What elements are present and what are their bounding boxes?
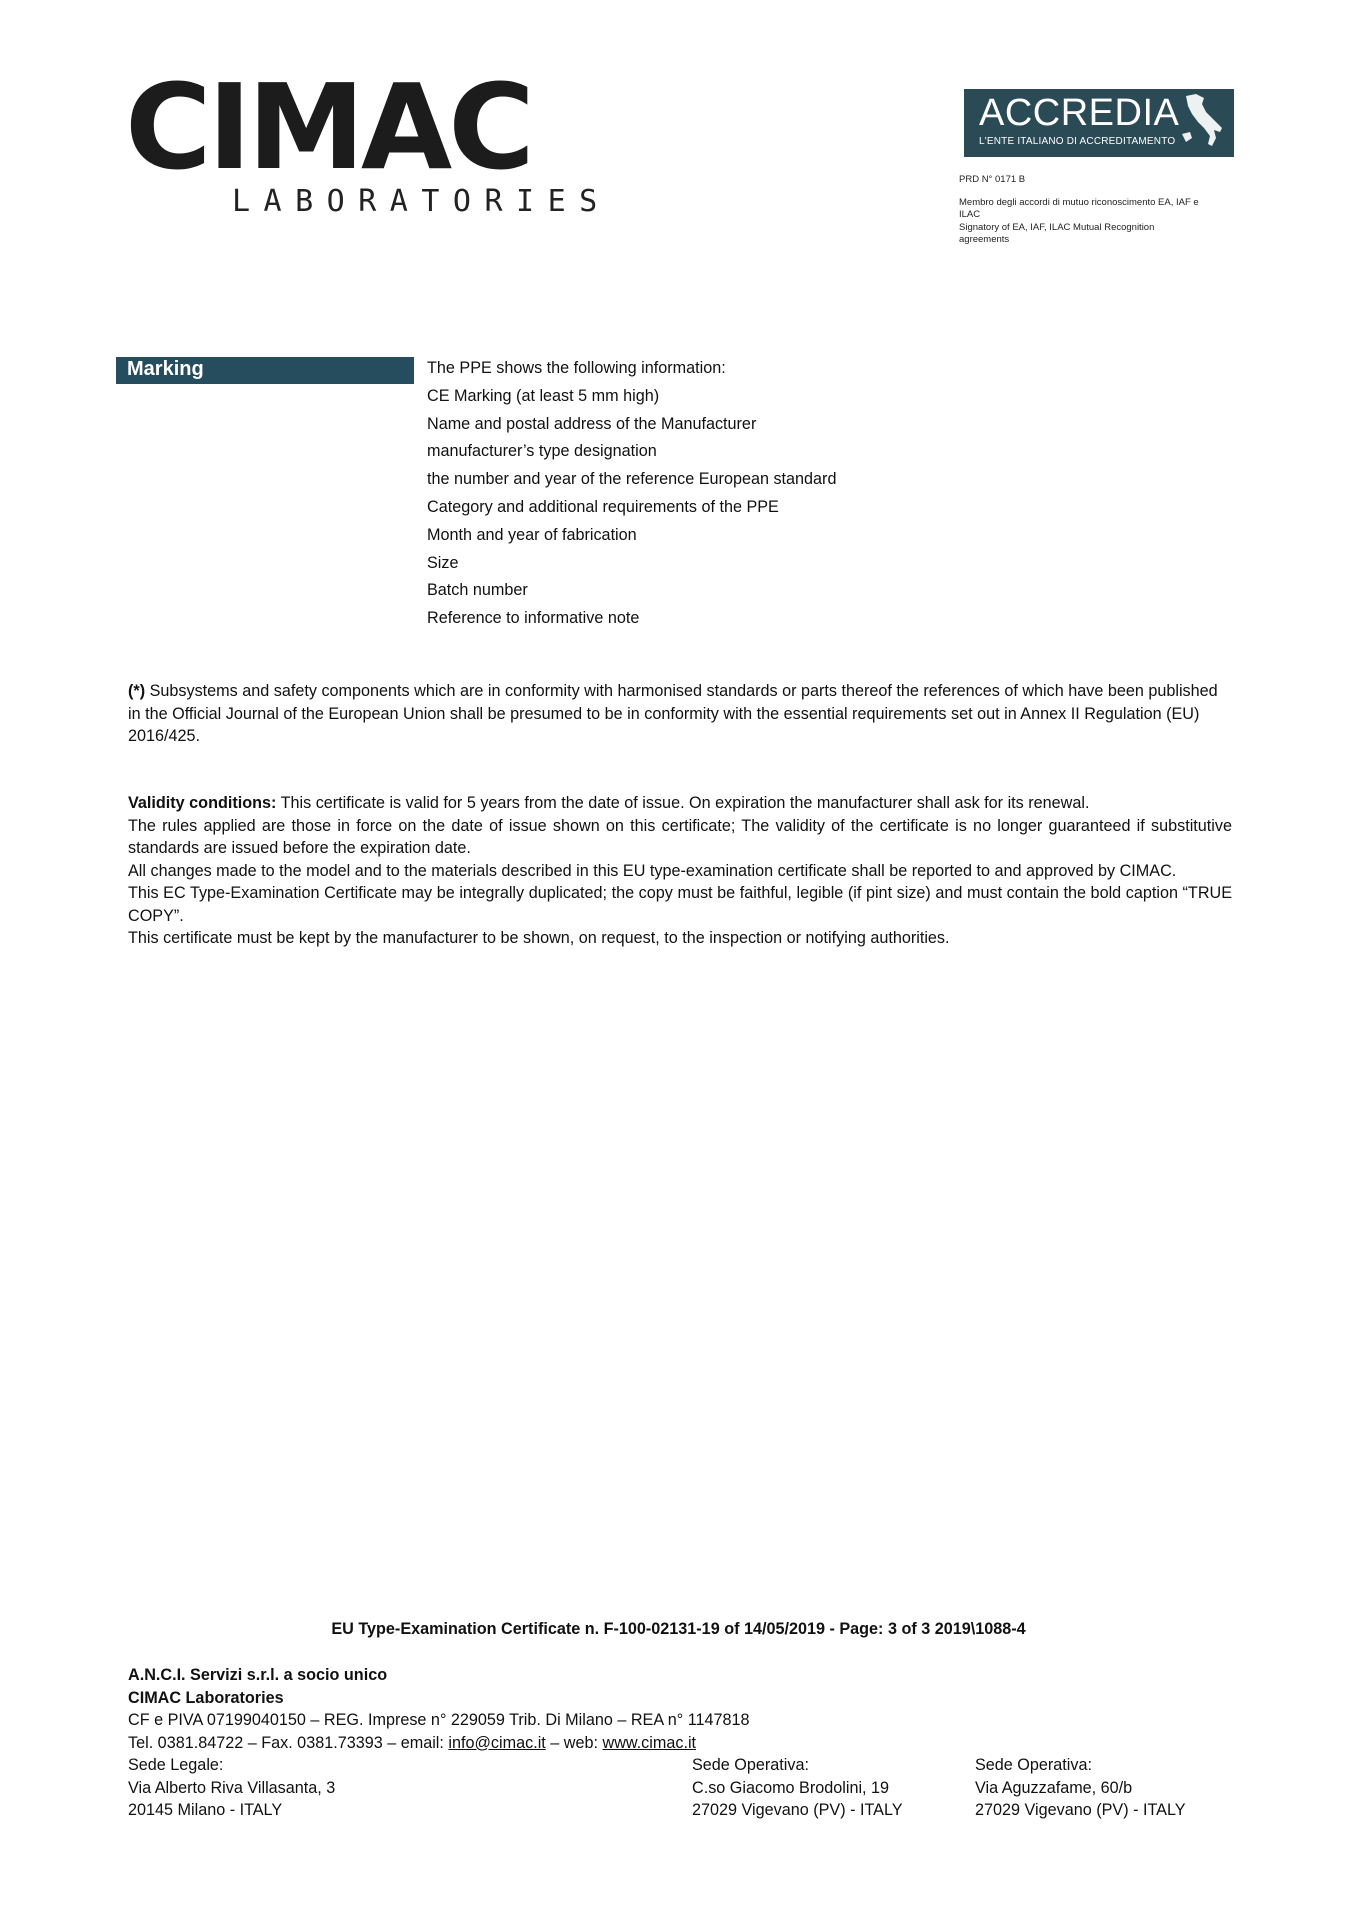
accredia-logo-title: ACCREDIA [979, 92, 1180, 134]
office-city: 27029 Vigevano (PV) - ITALY [692, 1801, 903, 1819]
email-link[interactable]: info@cimac.it [448, 1733, 546, 1752]
contact-prefix: Tel. 0381.84722 – Fax. 0381.73393 – email: [128, 1733, 449, 1752]
office-title: Sede Legale: [128, 1756, 224, 1774]
validity-line: The rules applied are those in force on the date of issue shown on this certificate; The validity of the certificate is no longer guaranteed if substitutive standards are issued before the expiration date. [128, 816, 1232, 857]
list-item: Category and additional requirements of the PPE [427, 497, 779, 516]
accredia-logo-tagline: L'ENTE ITALIANO DI ACCREDITAMENTO [979, 136, 1176, 147]
lab-name: CIMAC Laboratories [128, 1688, 284, 1707]
office-city: 27029 Vigevano (PV) - ITALY [975, 1801, 1186, 1819]
cimac-logo-text: CIMAC [125, 78, 531, 188]
accreditation-note-it: Membro degli accordi di mutuo riconoscimento EA, IAF e ILAC [959, 196, 1199, 220]
validity-line: This certificate must be kept by the manufacturer to be shown, on request, to the inspection or notifying authorities. [128, 929, 950, 947]
office-title: Sede Operativa: [975, 1756, 1092, 1774]
office-operational-2 [975, 1754, 1186, 1822]
list-item: Batch number [427, 581, 528, 600]
company-name: A.N.C.I. Servizi s.r.l. a socio unico [128, 1666, 388, 1684]
validity-line: This certificate is valid for 5 years from the date of issue. On expiration the manufacturer shall ask for its renewal. [276, 794, 1090, 812]
list-item: CE Marking (at least 5 mm high) [427, 386, 660, 405]
list-item: manufacturer’s type designation [427, 442, 657, 461]
marking-list [427, 358, 836, 636]
italy-map-icon [1178, 92, 1226, 155]
accreditation-note-en: Signatory of EA, IAF, ILAC Mutual Recognition agreements [959, 221, 1155, 245]
list-item: The PPE shows the following information: [427, 359, 726, 377]
list-item: Name and postal address of the Manufacturer [427, 414, 757, 433]
validity-conditions [128, 792, 1232, 950]
list-item: the number and year of the reference European standard [427, 470, 837, 489]
contact-line [128, 1732, 750, 1755]
certificate-reference: EU Type-Examination Certificate n. F-100-02131-19 of 14/05/2019 - Page: 3 of 3 2019\1088-4 [331, 1620, 1026, 1638]
list-item: Reference to informative note [427, 609, 640, 628]
validity-label: Validity conditions: [128, 794, 277, 812]
office-city: 20145 Milano - ITALY [128, 1801, 283, 1819]
validity-line: All changes made to the model and to the materials described in this EU type-examination certificate shall be reported to and approved by CIMAC. [128, 861, 1177, 880]
company-info [128, 1664, 750, 1754]
web-prefix: – web: [545, 1733, 603, 1752]
conformity-note [128, 680, 1232, 748]
cimac-logo-mark [125, 78, 565, 188]
validity-line: This EC Type-Examination Certificate may be integrally duplicated; the copy must be faithful, legible (if pint size) and must contain the bold caption “TRUE COPY”. [128, 884, 1232, 925]
office-street: C.so Giacomo Brodolini, 19 [692, 1778, 890, 1797]
office-street: Via Alberto Riva Villasanta, 3 [128, 1778, 336, 1797]
office-operational-1 [692, 1754, 903, 1822]
list-item: Month and year of fabrication [427, 525, 637, 544]
note-marker: (*) [128, 682, 146, 700]
accreditation-number: PRD N° 0171 B [959, 174, 1026, 185]
note-text: Subsystems and safety components which are in conformity with harmonised standards or parts thereof the references of which have been published in the Official Journal of the European Union shall be presumed to be in conformity with the essential requirements set out in Annex II Regulation (EU) 2016/425. [128, 682, 1218, 745]
marking-heading: Marking [127, 358, 204, 380]
accreditation-notes [959, 174, 1229, 247]
cimac-logo-subtitle: LABORATORIES [232, 184, 611, 219]
website-link[interactable]: www.cimac.it [602, 1733, 697, 1752]
office-legal [128, 1754, 335, 1822]
registration-info: CF e PIVA 07199040150 – REG. Imprese n° 229059 Trib. Di Milano – REA n° 1147818 [128, 1711, 750, 1729]
list-item: Size [427, 553, 459, 572]
office-title: Sede Operativa: [692, 1756, 809, 1774]
office-street: Via Aguzzafame, 60/b [975, 1778, 1133, 1797]
